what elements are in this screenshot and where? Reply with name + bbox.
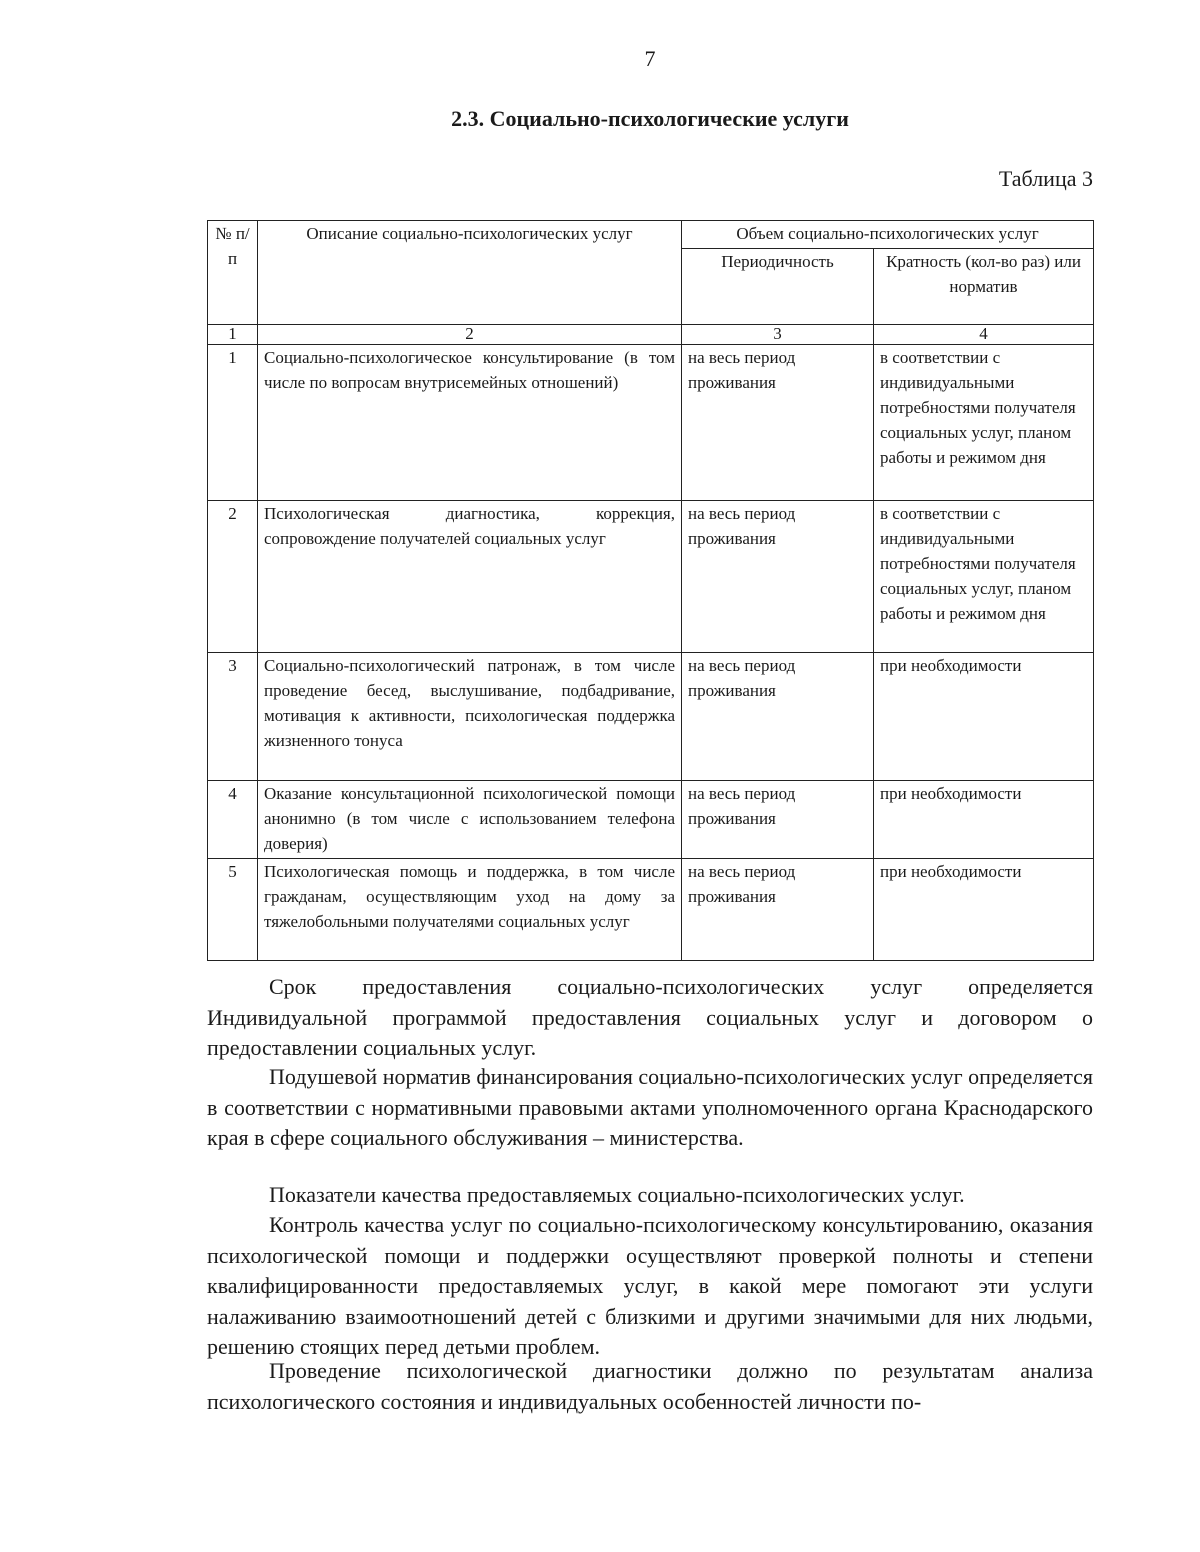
row-frequency: при необходимости bbox=[874, 781, 1094, 859]
table-column-index-row bbox=[208, 325, 1094, 345]
paragraph-financing-norm: Подушевой норматив финансирования социально-психологических услуг определяется в соответствии с нормативными правовыми актами уполномоченного органа Краснодарского края в сфере социального обслуживания – министерства. bbox=[207, 1064, 1093, 1150]
row-number: 5 bbox=[208, 859, 258, 961]
paragraph-psych-diagnostics: Проведение психологической диагностики должно по результатам анализа психологического состояния и индивидуальных особенностей личности по- bbox=[207, 1358, 1093, 1414]
row-description: Психологическая помощь и поддержка, в том числе гражданам, осуществляющим уход на дому за тяжелобольными получателями социальных услуг bbox=[258, 859, 682, 961]
header-frequency: Кратность (кол-во раз) или норматив bbox=[874, 249, 1094, 325]
table-row bbox=[208, 501, 1094, 653]
row-frequency: в соответствии с индивидуальными потребностями получателя социальных услуг, планом работы и режимом дня bbox=[874, 501, 1094, 653]
paragraph-quality-indicators: Показатели качества предоставляемых социально-психологических услуг. bbox=[269, 1182, 965, 1207]
row-description: Оказание консультационной психологической помощи анонимно (в том числе с использованием телефона доверия) bbox=[258, 781, 682, 859]
header-volume-group: Объем социально-психологических услуг bbox=[682, 221, 1094, 249]
table-row bbox=[208, 345, 1094, 501]
table-row bbox=[208, 781, 1094, 859]
row-frequency: при необходимости bbox=[874, 653, 1094, 781]
column-index: 1 bbox=[208, 325, 258, 345]
section-title: 2.3. Социально-психологические услуги bbox=[451, 106, 849, 131]
header-periodicity: Периодичность bbox=[682, 249, 874, 325]
header-num: № п/п bbox=[208, 221, 258, 325]
row-description: Психологическая диагностика, коррекция, сопровождение получателей социальных услуг bbox=[258, 501, 682, 653]
table-caption: Таблица 3 bbox=[998, 166, 1093, 191]
row-description: Социально-психологический патронаж, в том числе проведение бесед, выслушивание, подбадривание, мотивация к активности, психологическая поддержка жизненного тонуса bbox=[258, 653, 682, 781]
row-number: 2 bbox=[208, 501, 258, 653]
row-periodicity: на весь период проживания bbox=[682, 781, 874, 859]
paragraph-quality-control: Контроль качества услуг по социально-психологическому консультированию, оказания психологической помощи и поддержки осуществляют проверкой полноты и степени квалифицированности предоставляемых услуг, в какой мере помогают эти услуги налаживанию взаимоотношений детей с близкими и другими значимыми для них людьми, решению стоящих перед детьми проблем. bbox=[207, 1212, 1093, 1359]
services-table bbox=[207, 220, 1094, 961]
table-header-row bbox=[208, 221, 1094, 249]
column-index: 2 bbox=[258, 325, 682, 345]
row-frequency: при необходимости bbox=[874, 859, 1094, 961]
row-number: 1 bbox=[208, 345, 258, 501]
header-description: Описание социально-психологических услуг bbox=[258, 221, 682, 325]
row-number: 4 bbox=[208, 781, 258, 859]
table-row bbox=[208, 653, 1094, 781]
row-periodicity: на весь период проживания bbox=[682, 345, 874, 501]
column-index: 3 bbox=[682, 325, 874, 345]
row-periodicity: на весь период проживания bbox=[682, 653, 874, 781]
row-number: 3 bbox=[208, 653, 258, 781]
page-number: 7 bbox=[644, 46, 656, 71]
row-periodicity: на весь период проживания bbox=[682, 859, 874, 961]
row-description: Социально-психологическое консультирование (в том числе по вопросам внутрисемейных отношений) bbox=[258, 345, 682, 501]
row-frequency: в соответствии с индивидуальными потребностями получателя социальных услуг, планом работы и режимом дня bbox=[874, 345, 1094, 501]
paragraph-service-term: Срок предоставления социально-психологических услуг определяется Индивидуальной программой предоставления социальных услуг и договором о предоставлении социальных услуг. bbox=[207, 974, 1093, 1060]
row-periodicity: на весь период проживания bbox=[682, 501, 874, 653]
table-row bbox=[208, 859, 1094, 961]
column-index: 4 bbox=[874, 325, 1094, 345]
